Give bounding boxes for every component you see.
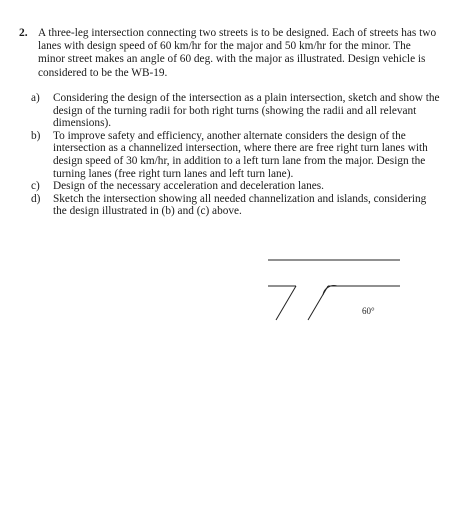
intersection-sketch: [250, 248, 410, 328]
part-b-label: b): [31, 129, 41, 142]
question-parts: [31, 92, 441, 218]
part-d-label: d): [31, 192, 41, 205]
part-b: [31, 130, 441, 180]
part-c-label: c): [31, 180, 40, 193]
part-a-label: a): [31, 92, 40, 104]
question-text: A three-leg intersection connecting two streets is to be designed. Each of streets has two lanes with design speed of 60 km/hr for the major and 50 km/hr for the minor. The minor street makes an angle of 60 deg. with the major as illustrated. Design vehicle is considered to be the WB-19.: [38, 27, 437, 79]
question-number: 2.: [19, 27, 28, 39]
part-c: [31, 180, 441, 193]
part-b-text: To improve safety and efficiency, another alternate considers the design of the intersection as a channelized intersection, where there are free right turn lanes with design speed of 30 km/hr, in addition to a left turn lane from the major. Design the turning lanes (free right turn lanes and left turn lane).: [53, 129, 428, 180]
part-a: [31, 92, 441, 130]
minor-street-left-edge: [276, 286, 296, 320]
angle-arc: [323, 286, 337, 295]
minor-street-right-edge: [308, 286, 328, 320]
part-a-text: Considering the design of the intersection as a plain intersection, sketch and show the design of the turning radii for both right turns (showing the radii and all relevant dimensions).: [53, 92, 440, 130]
part-d: [31, 193, 441, 218]
angle-label: 60°: [362, 306, 375, 316]
part-c-text: Design of the necessary acceleration and deceleration lanes.: [53, 180, 324, 193]
part-d-text: Sketch the intersection showing all needed channelization and islands, considering the design illustrated in (b) and (c) above.: [53, 192, 427, 218]
